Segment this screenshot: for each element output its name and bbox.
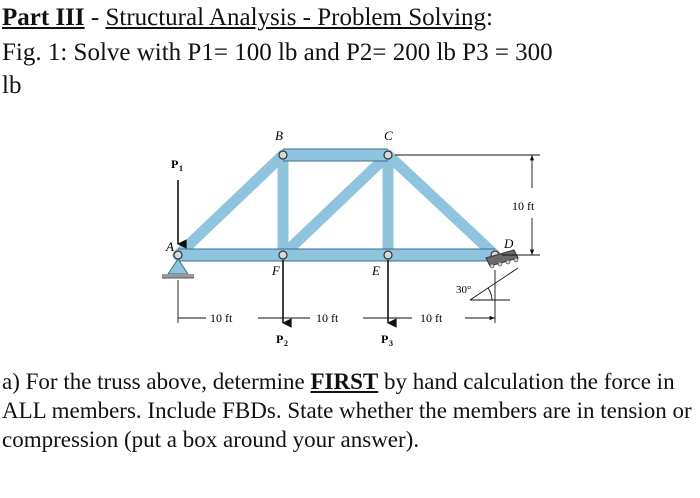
pin-A xyxy=(174,251,182,259)
problem-heading xyxy=(2,2,698,33)
label-F: F xyxy=(272,263,280,278)
label-B: B xyxy=(275,128,283,143)
svg-text:P: P xyxy=(171,157,179,171)
load-P1 xyxy=(171,157,183,244)
question-part-a xyxy=(2,367,698,454)
pin-B xyxy=(279,151,287,159)
svg-text:P: P xyxy=(276,332,284,346)
label-D: D xyxy=(504,236,514,251)
figure-statement-line2: lb xyxy=(2,72,22,99)
dimension-span3: 10 ft xyxy=(420,311,443,325)
question-suffix: by hand calculation the force in ALL members. Include FBDs. State whether the members are in tension or compression (put a box around your answer). xyxy=(2,369,692,452)
label-A: A xyxy=(166,239,174,254)
heading-subtitle: Structural Analysis - Problem Solving xyxy=(105,4,487,31)
label-E: E xyxy=(372,263,380,278)
member-AB xyxy=(178,155,283,255)
pin-C xyxy=(384,151,392,159)
pin-F xyxy=(279,251,287,259)
dimension-height: 10 ft xyxy=(512,199,535,213)
heading-colon: : xyxy=(486,4,493,31)
heading-separator: - xyxy=(84,4,106,31)
svg-text:1: 1 xyxy=(179,164,183,173)
label-C: C xyxy=(384,128,393,143)
load-P3 xyxy=(381,260,393,348)
dimension-span2: 10 ft xyxy=(316,311,339,325)
pin-E xyxy=(384,251,392,259)
question-prefix: a) For the truss above, determine xyxy=(2,369,311,394)
dimension-span1: 10 ft xyxy=(210,311,233,325)
angle-label: 30° xyxy=(456,284,472,296)
truss-members xyxy=(178,155,495,255)
svg-text:3: 3 xyxy=(389,339,393,348)
part-label: Part III xyxy=(2,4,85,31)
incline-angle xyxy=(470,268,518,300)
member-CD xyxy=(388,155,495,255)
member-CF xyxy=(283,155,388,255)
svg-text:2: 2 xyxy=(284,339,288,348)
svg-text:P: P xyxy=(381,332,389,346)
truss-diagram xyxy=(140,118,560,358)
question-emphasis: FIRST xyxy=(310,369,379,394)
support-A xyxy=(162,259,194,278)
figure-statement-line1: Fig. 1: Solve with P1= 100 lb and P2= 200 lb P3 = 300 xyxy=(2,39,553,66)
